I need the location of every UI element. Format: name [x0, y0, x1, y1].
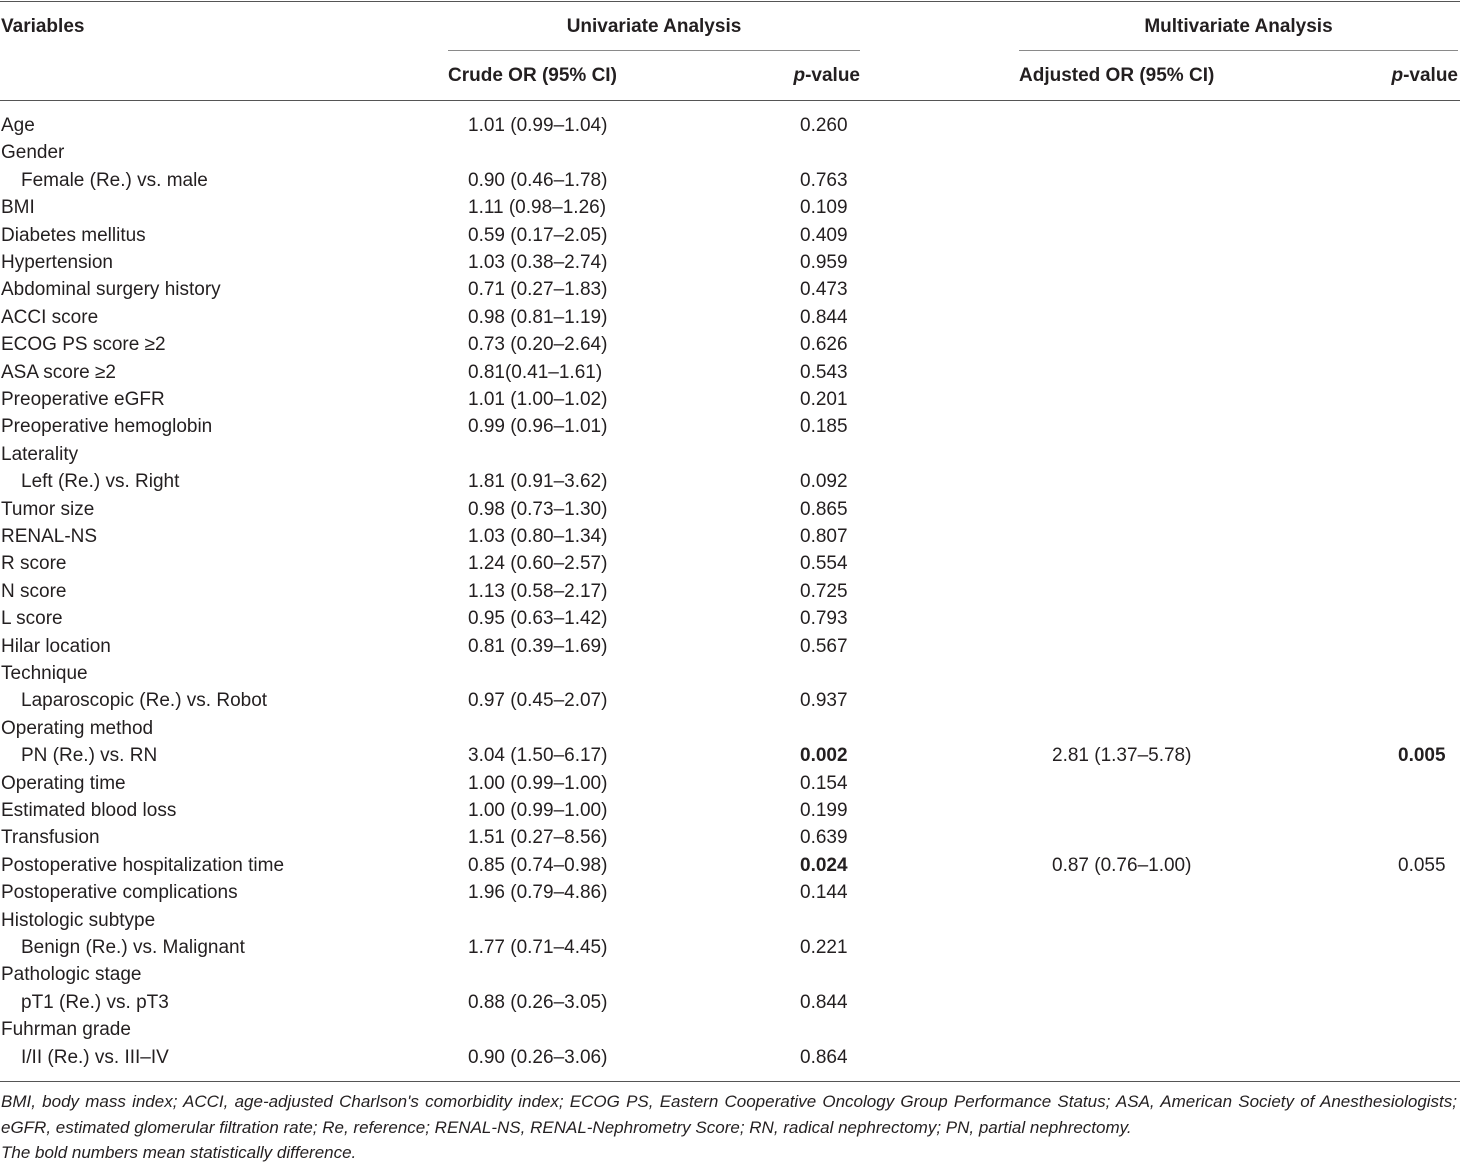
variable-cell: Postoperative complications [1, 882, 238, 904]
variable-cell: Preoperative eGFR [1, 389, 165, 410]
table-row [0, 1044, 1460, 1071]
crude-pvalue-cell: 0.092 [800, 471, 848, 493]
crude-or-cell: 1.81 (0.91–3.62) [468, 471, 608, 493]
variable-cell: R score [1, 553, 67, 575]
variable-cell: Diabetes mellitus [1, 224, 146, 246]
table-row [0, 413, 1460, 440]
header-crude-or: Crude OR (95% CI) [448, 65, 617, 86]
crude-or-cell: 1.03 (0.38–2.74) [468, 252, 608, 273]
crude-pvalue-cell: 0.937 [800, 690, 848, 712]
variable-cell: Histologic subtype [1, 909, 156, 931]
variable-cell: Pathologic stage [1, 964, 142, 986]
variable-cell: N score [1, 580, 67, 602]
table-row [0, 331, 1460, 358]
variable-cell: Tumor size [1, 498, 95, 520]
crude-pvalue-cell: 0.844 [800, 306, 848, 328]
variable-cell: ASA score ≥2 [1, 361, 116, 383]
crude-or-cell: 0.81 (0.39–1.69) [468, 635, 608, 657]
table-row [0, 550, 1460, 577]
crude-or-cell: 0.97 (0.45–2.07) [468, 690, 608, 712]
variable-cell: Preoperative hemoglobin [1, 416, 213, 438]
table-row [0, 824, 1460, 851]
p-rest: -value [805, 65, 860, 86]
variable-cell: Laterality [1, 443, 79, 465]
table-row [0, 441, 1460, 468]
table-row [0, 222, 1460, 249]
variable-cell: Estimated blood loss [1, 800, 177, 821]
crude-or-cell: 1.77 (0.71–4.45) [468, 937, 608, 958]
table-row [0, 660, 1460, 687]
crude-pvalue-cell: 0.567 [800, 635, 848, 657]
variable-cell: pT1 (Re.) vs. pT3 [21, 991, 169, 1013]
crude-or-cell: 1.24 (0.60–2.57) [468, 553, 608, 575]
p-italic: p [793, 65, 806, 86]
table-row [0, 742, 1460, 769]
variable-cell: Operating method [1, 717, 154, 739]
crude-pvalue-cell: 0.554 [800, 553, 848, 575]
table-row [0, 852, 1460, 879]
table-row [0, 167, 1460, 194]
crude-or-cell: 1.01 (0.99–1.04) [468, 115, 608, 136]
variable-cell: Transfusion [1, 827, 100, 849]
table-row [0, 989, 1460, 1016]
footnote-bold-note: The bold numbers mean statistically difference. [1, 1143, 357, 1162]
header-rule [0, 100, 1460, 101]
crude-pvalue-cell: 0.473 [800, 279, 848, 301]
crude-or-cell: 0.85 (0.74–0.98) [468, 854, 608, 876]
bottom-rule [0, 1081, 1460, 1082]
crude-pvalue-cell: 0.763 [800, 169, 848, 191]
crude-pvalue-cell: 0.144 [800, 882, 848, 904]
univariate-spanner-rule [448, 50, 860, 51]
crude-pvalue-cell: 0.844 [800, 991, 848, 1013]
crude-pvalue-cell: 0.864 [800, 1046, 848, 1068]
header-multivariate-pvalue [1298, 64, 1458, 88]
header-univariate-pvalue [700, 64, 860, 88]
table-row [0, 633, 1460, 660]
table-row [0, 249, 1460, 276]
table-row [0, 1016, 1460, 1043]
crude-or-cell: 1.96 (0.79–4.86) [468, 882, 608, 904]
table-row [0, 578, 1460, 605]
variable-cell: Age [1, 115, 35, 136]
table-row [0, 879, 1460, 906]
crude-or-cell: 1.11 (0.98–1.26) [468, 197, 607, 219]
table-row [0, 386, 1460, 413]
table-row [0, 523, 1460, 550]
crude-or-cell: 1.01 (1.00–1.02) [468, 389, 608, 410]
table-row [0, 687, 1460, 714]
crude-pvalue-cell: 0.865 [800, 498, 848, 520]
crude-pvalue-cell: 0.725 [800, 580, 848, 602]
variable-cell: Laparoscopic (Re.) vs. Robot [21, 690, 268, 712]
variable-cell: Abdominal surgery history [1, 279, 221, 301]
crude-or-cell: 0.90 (0.46–1.78) [468, 169, 608, 191]
variable-cell: I/II (Re.) vs. III–IV [21, 1046, 169, 1068]
table-row [0, 715, 1460, 742]
crude-pvalue-cell: 0.260 [800, 115, 848, 136]
table-row [0, 468, 1460, 495]
header-univariate: Univariate Analysis [566, 16, 742, 37]
table-row [0, 112, 1460, 139]
crude-pvalue-cell: 0.959 [800, 252, 848, 273]
variable-cell: Gender [1, 142, 65, 164]
multivariate-spanner-rule [1019, 50, 1458, 51]
crude-or-cell: 1.00 (0.99–1.00) [468, 772, 608, 794]
top-rule [0, 1, 1460, 2]
crude-pvalue-cell: 0.154 [800, 772, 848, 794]
header-multivariate: Multivariate Analysis [1144, 16, 1333, 37]
variable-cell: Female (Re.) vs. male [21, 169, 208, 191]
crude-or-cell: 0.71 (0.27–1.83) [468, 279, 608, 301]
variable-cell: Technique [1, 663, 88, 684]
table-row [0, 304, 1460, 331]
crude-pvalue-cell: 0.639 [800, 827, 848, 849]
crude-or-cell: 1.03 (0.80–1.34) [468, 526, 608, 547]
table-row [0, 770, 1460, 797]
crude-or-cell: 0.81(0.41–1.61) [468, 361, 603, 383]
crude-pvalue-cell: 0.409 [800, 224, 848, 246]
crude-pvalue-cell: 0.807 [800, 526, 848, 547]
header-adjusted-or: Adjusted OR (95% CI) [1019, 65, 1215, 86]
crude-pvalue-cell: 0.002 [800, 745, 848, 767]
crude-or-cell: 0.98 (0.73–1.30) [468, 498, 608, 520]
crude-or-cell: 3.04 (1.50–6.17) [468, 745, 608, 767]
header-variables: Variables [1, 16, 85, 37]
adjusted-or-cell: 2.81 (1.37–5.78) [1052, 745, 1192, 767]
crude-pvalue-cell: 0.793 [800, 608, 848, 630]
crude-or-cell: 0.88 (0.26–3.05) [468, 991, 608, 1013]
crude-or-cell: 0.59 (0.17–2.05) [468, 224, 608, 246]
crude-or-cell: 1.13 (0.58–2.17) [468, 580, 608, 602]
footnote-abbreviations: BMI, body mass index; ACCI, age-adjusted Charlson's comorbidity index; ECOG PS, Eastern Cooperative Oncology Group Performance Status; ASA, American Society of Anesthesiologists; eGFR, estimated glomerular filtration rate; Re, reference; RENAL-NS, RENAL-Nephrometry Score; RN, radical nephrectomy; PN, partial nephrectomy. [1, 1092, 1457, 1137]
adjusted-pvalue-cell: 0.055 [1398, 854, 1446, 876]
variable-cell: ECOG PS score ≥2 [1, 334, 166, 356]
crude-pvalue-cell: 0.201 [800, 389, 848, 410]
crude-pvalue-cell: 0.626 [800, 334, 848, 356]
table-row [0, 907, 1460, 934]
variable-cell: RENAL-NS [1, 526, 98, 547]
crude-pvalue-cell: 0.024 [800, 854, 848, 876]
table-row [0, 194, 1460, 221]
crude-pvalue-cell: 0.185 [800, 416, 848, 438]
variable-cell: PN (Re.) vs. RN [21, 745, 158, 767]
table-row [0, 934, 1460, 961]
adjusted-pvalue-cell: 0.005 [1398, 745, 1446, 767]
table-row [0, 605, 1460, 632]
variable-cell: Postoperative hospitalization time [1, 854, 285, 876]
table-row [0, 496, 1460, 523]
variable-cell: Left (Re.) vs. Right [21, 471, 180, 493]
variable-cell: BMI [1, 197, 35, 219]
table-row [0, 359, 1460, 386]
variable-cell: Fuhrman grade [1, 1019, 131, 1041]
variable-cell: Operating time [1, 772, 126, 794]
crude-pvalue-cell: 0.199 [800, 800, 848, 821]
variable-cell: Hilar location [1, 635, 111, 657]
variable-cell: Hypertension [1, 252, 113, 273]
adjusted-or-cell: 0.87 (0.76–1.00) [1052, 854, 1192, 876]
variable-cell: L score [1, 608, 63, 630]
crude-or-cell: 0.95 (0.63–1.42) [468, 608, 608, 630]
crude-or-cell: 0.90 (0.26–3.06) [468, 1046, 608, 1068]
crude-pvalue-cell: 0.543 [800, 361, 848, 383]
crude-or-cell: 0.99 (0.96–1.01) [468, 416, 608, 438]
crude-pvalue-cell: 0.221 [800, 937, 848, 958]
crude-pvalue-cell: 0.109 [800, 197, 848, 219]
table-row [0, 961, 1460, 988]
table-row [0, 797, 1460, 824]
variable-cell: ACCI score [1, 306, 99, 328]
crude-or-cell: 0.98 (0.81–1.19) [468, 306, 608, 328]
crude-or-cell: 0.73 (0.20–2.64) [468, 334, 608, 356]
crude-or-cell: 1.00 (0.99–1.00) [468, 800, 608, 821]
variable-cell: Benign (Re.) vs. Malignant [21, 937, 245, 958]
table-row [0, 276, 1460, 303]
crude-or-cell: 1.51 (0.27–8.56) [468, 827, 608, 849]
table-row [0, 139, 1460, 166]
p-rest: -value [1403, 65, 1458, 86]
p-italic: p [1391, 65, 1404, 86]
